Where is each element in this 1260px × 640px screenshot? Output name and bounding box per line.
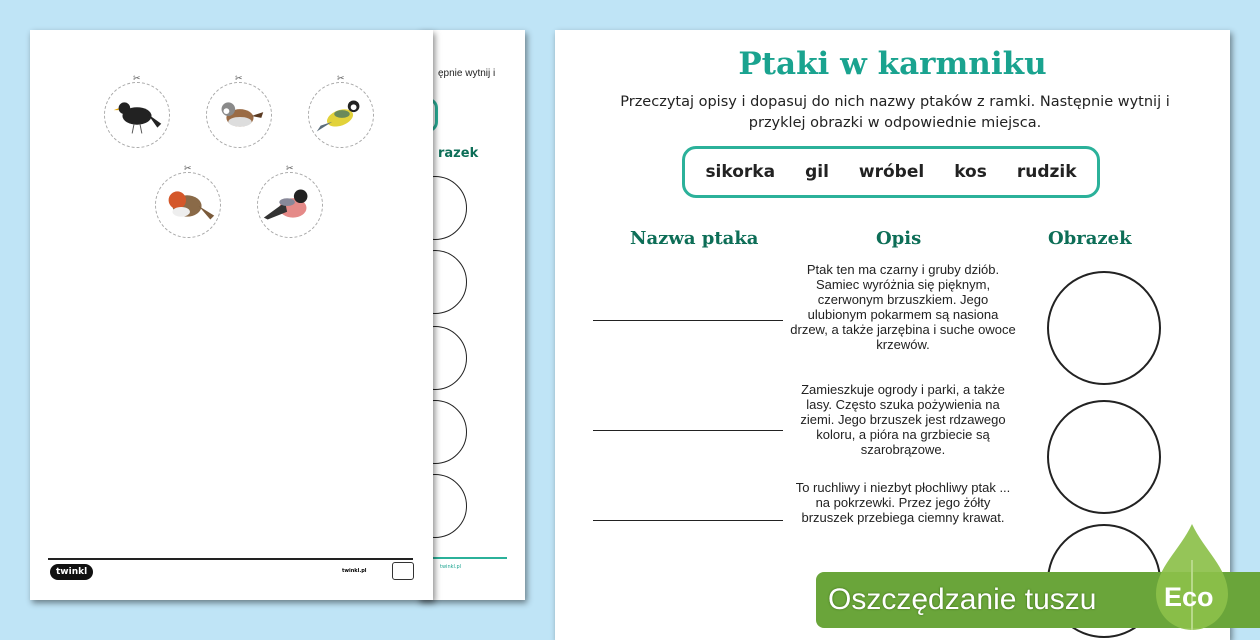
blackbird-icon: [105, 83, 169, 147]
word-kos: kos: [954, 162, 987, 182]
back-worksheet-page: [418, 30, 525, 600]
sparrow-cutout[interactable]: [206, 74, 272, 148]
scissors-icon: ✂: [337, 74, 345, 84]
answer-line[interactable]: [593, 430, 783, 431]
blackbird-cutout[interactable]: [104, 74, 170, 148]
cutout-sheet: [30, 30, 433, 600]
answer-line[interactable]: [593, 320, 783, 321]
scissors-icon: ✂: [286, 164, 294, 174]
column-header-description: Opis: [876, 228, 922, 249]
twinkl-logo: twinkl: [50, 564, 93, 580]
instructions: Przeczytaj opisy i dopasuj do nich nazwy ptaków z ramki. Następnie wytnij i przyklej obrazki w odpowiednie miejsca.: [620, 94, 1170, 131]
picture-circle[interactable]: [1047, 271, 1161, 385]
instructions-fragment: ępnie wytnij i: [438, 68, 496, 79]
eco-badge: Eco: [1164, 582, 1214, 612]
robin-icon: [156, 173, 220, 237]
word-gil: gil: [805, 162, 829, 182]
picture-circle[interactable]: [1047, 400, 1161, 514]
scissors-icon: ✂: [184, 164, 192, 174]
footer-line: [433, 557, 507, 559]
footer-site: twinkl.pl: [440, 564, 462, 570]
great-tit-cutout[interactable]: [308, 74, 374, 148]
column-header-fragment: razek: [438, 146, 479, 161]
word-rudzik: rudzik: [1016, 162, 1077, 182]
bullfinch-icon: [258, 173, 322, 237]
sparrow-icon: [207, 83, 271, 147]
scissors-icon: ✂: [235, 74, 243, 84]
answer-line[interactable]: [593, 520, 783, 521]
scissors-icon: ✂: [133, 74, 141, 84]
description-3: To ruchliwy i niezbyt płochliwy ptak ... na pokrzewki. Przez jego żółty brzuszek przebiega ciemny krawat.: [795, 480, 1011, 525]
worksheet-page: [555, 30, 1230, 640]
word-bank: [682, 146, 1100, 198]
bullfinch-cutout[interactable]: [257, 164, 323, 238]
eco-leaf-icon: [1152, 524, 1232, 630]
footer-site: twinkl.pl: [342, 568, 367, 574]
word-wrobel: wróbel: [858, 162, 925, 182]
description-2: Zamieszkuje ogrody i parki, a także lasy. Często szuka pożywienia na ziemi. Jego brzuszek jest rdzawego koloru, a pióra na grzbiecie są szarobrązowe.: [800, 382, 1006, 457]
word-sikorka: sikorka: [705, 162, 776, 182]
description-1: Ptak ten ma czarny i gruby dziób. Samiec wyróżnia się pięknym, czerwonym brzuszkiem. Jego ulubionym pokarmem są nasiona drzew, a także jarzębina i suche owoce krzewów.: [790, 262, 1016, 352]
footer-line: [48, 558, 413, 560]
column-header-picture: Obrazek: [1048, 228, 1132, 249]
page-title: Ptaki w karmniku: [738, 46, 1047, 82]
banner-label: Oszczędzanie tuszu: [828, 583, 1097, 616]
robin-cutout[interactable]: [155, 164, 221, 238]
quality-badge-icon: [392, 562, 414, 580]
great-tit-icon: [309, 83, 373, 147]
column-header-name: Nazwa ptaka: [630, 228, 759, 249]
